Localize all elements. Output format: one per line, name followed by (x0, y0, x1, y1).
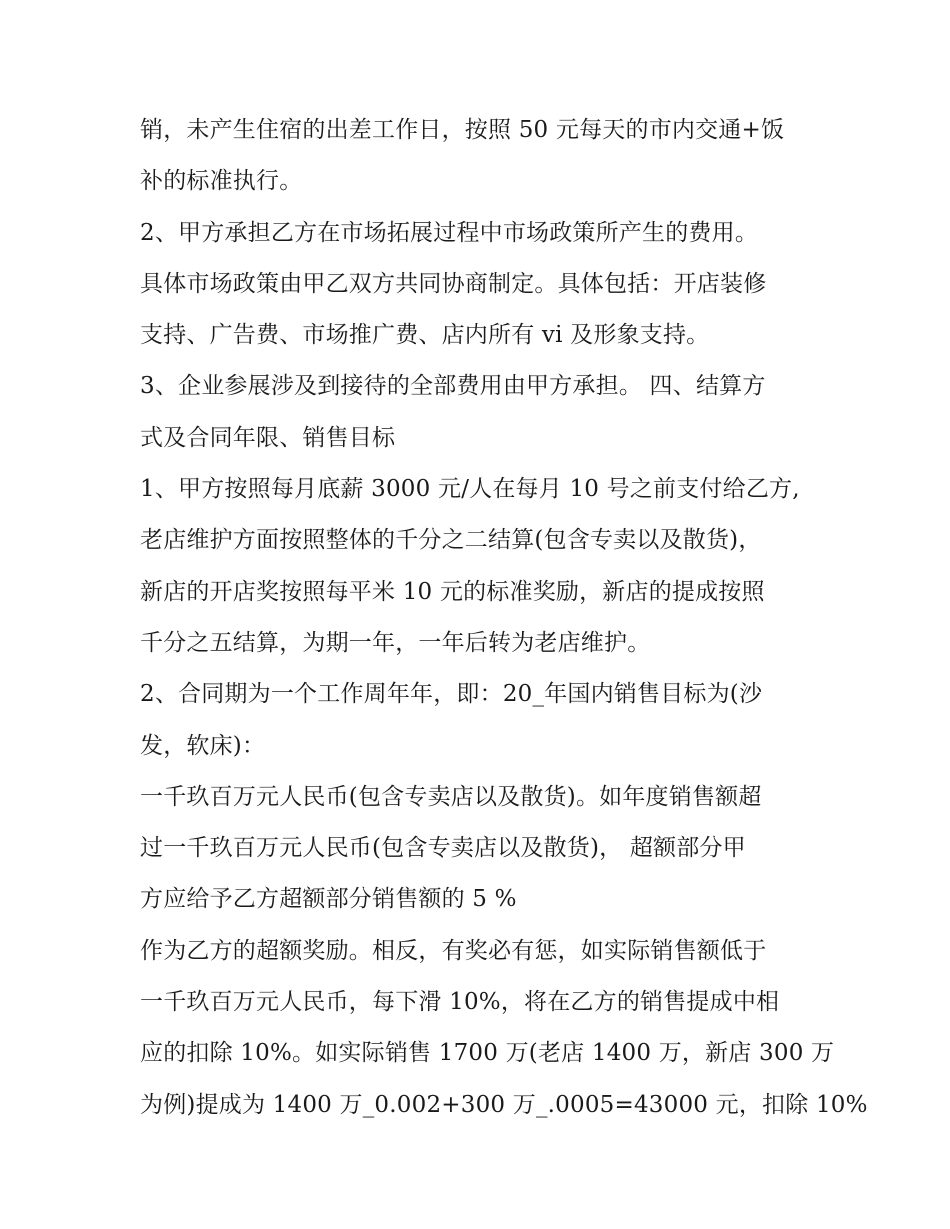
text-line: 发，软床)： (140, 732, 266, 759)
text-line: 支持、广告费、市场推广费、店内所有 vi 及形象支持。 (140, 322, 710, 349)
text-line: 为例)提成为 1400 万_0.002+300 万_.0005=43000 元，扣除 10% (140, 1091, 868, 1118)
text-line: 千分之五结算，为期一年，一年后转为老店维护。 (140, 629, 651, 656)
text-line: 方应给予乙方超额部分销售额的 5 % (140, 886, 517, 913)
text-line: 3、企业参展涉及到接待的全部费用由甲方承担。 四、结算方 (140, 373, 766, 400)
document-body (140, 110, 868, 1136)
text-line: 老店维护方面按照整体的千分之二结算(包含专卖以及散货)， (140, 527, 762, 554)
text-line: 新店的开店奖按照每平米 10 元的标准奖励，新店的提成按照 (140, 578, 765, 605)
text-line: 一千玖百万元人民币(包含专卖店以及散货)。如年度销售额超 (140, 783, 762, 810)
text-line: 过一千玖百万元人民币(包含专卖店以及散货)， 超额部分甲 (140, 835, 746, 862)
text-line: 2、合同期为一个工作周年年，即：20_年国内销售目标为(沙 (140, 681, 763, 708)
text-line: 作为乙方的超额奖励。相反，有奖必有惩，如实际销售额低于 (140, 937, 767, 964)
text-line: 具体市场政策由甲乙双方共同协商制定。具体包括：开店装修 (140, 270, 767, 297)
text-line: 补的标准执行。 (140, 168, 303, 195)
text-line: 一千玖百万元人民币，每下滑 10%，将在乙方的销售提成中相 (140, 989, 780, 1016)
text-line: 式及合同年限、销售目标 (140, 424, 396, 451)
text-line: 1、甲方按照每月底薪 3000 元/人在每月 10 号之前支付给乙方, (140, 476, 800, 503)
text-line: 销，未产生住宿的出差工作日，按照 50 元每天的市内交通+饭 (140, 117, 785, 143)
text-line: 应的扣除 10%。如实际销售 1700 万(老店 1400 万，新店 300 万 (140, 1040, 835, 1067)
text-line: 2、甲方承担乙方在市场拓展过程中市场政策所产生的费用。 (140, 219, 759, 246)
